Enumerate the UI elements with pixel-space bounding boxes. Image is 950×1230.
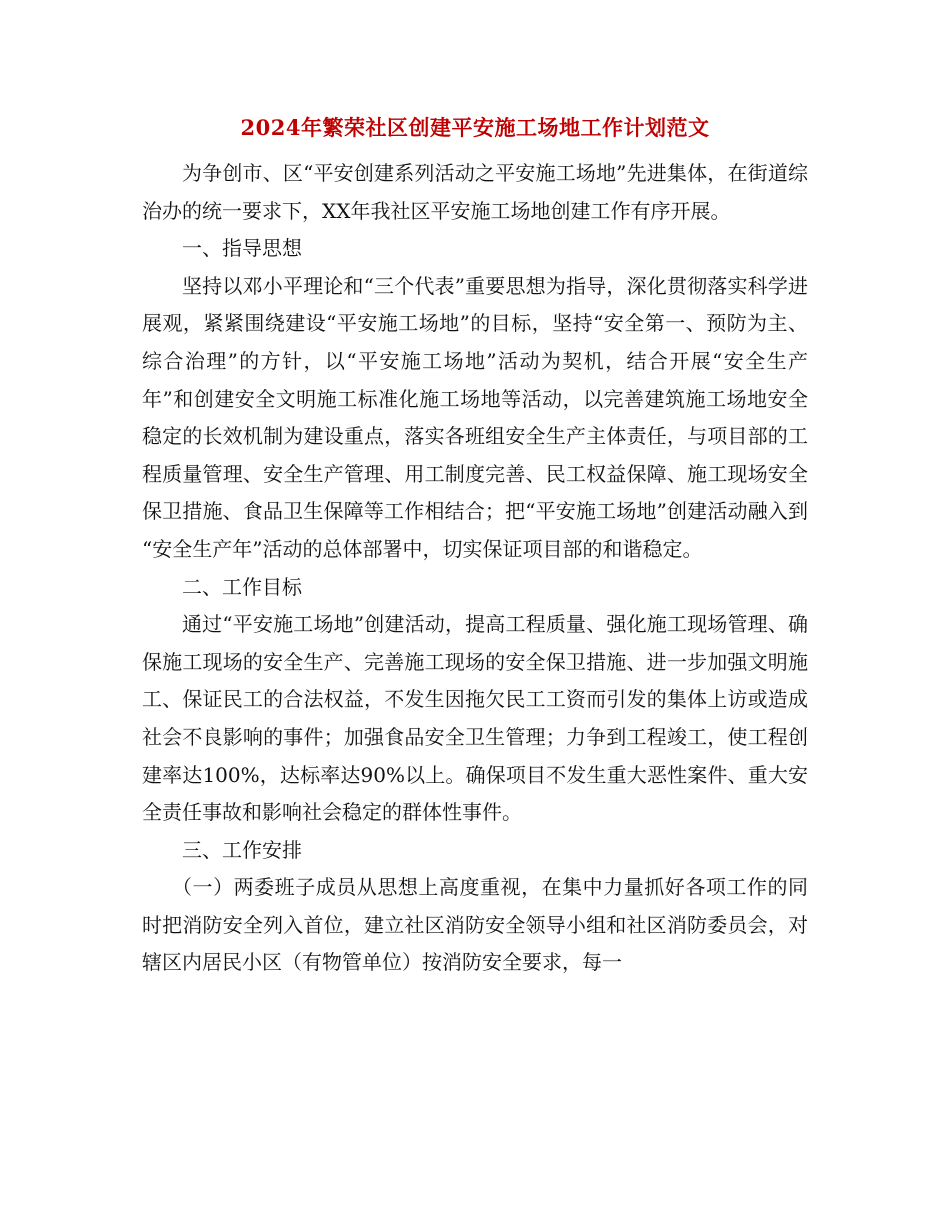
section-text-work-arrangement: （一）两委班子成员从思想上高度重视，在集中力量抓好各项工作的同时把消防安全列入首位，建立社区消防安全领导小组和社区消防委员会，对辖区内居民小区（有物管单位）按消防安全要求，每一 [142, 875, 808, 975]
document-body [142, 155, 808, 982]
document-title: 2024年繁荣社区创建平安施工场地工作计划范文 [240, 115, 710, 140]
section-text-work-goals: 通过“平安施工场地”创建活动，提高工程质量、强化施工现场管理、确保施工现场的安全生产、完善施工现场的安全保卫措施、进一步加强文明施工、保证民工的合法权益，不发生因拖欠民工工资而引发的集体上访或造成社会不良影响的事件；加强食品安全卫生管理；力争到工程竣工，使工程创建率达100%，达标率达90%以上。确保项目不发生重大恶性案件、重大安全责任事故和影响社会稳定的群体性事件。 [142, 612, 808, 825]
section-text-guiding-ideology: 坚持以邓小平理论和“三个代表”重要思想为指导，深化贯彻落实科学进展观，紧紧围绕建设“平安施工场地”的目标，坚持“安全第一、预防为主、综合治理”的方针，以“平安施工场地”活动为契机，结合开展“安全生产年”和创建安全文明施工标准化施工场地等活动，以完善建筑施工场地安全稳定的长效机制为建设重点，落实各班组安全生产主体责任，与项目部的工程质量管理、安全生产管理、用工制度完善、民工权益保障、施工现场安全保卫措施、食品卫生保障等工作相结合；把“平安施工场地”创建活动融入到 “安全生产年”活动的总体部署中，切实保证项目部的和谐稳定。 [142, 273, 808, 561]
intro-paragraph: 为争创市、区“平安创建系列活动之平安施工场地”先进集体，在街道综治办的统一要求下，XX年我社区平安施工场地创建工作有序开展。 [142, 161, 808, 223]
section-heading-guiding-ideology: 一、指导思想 [182, 236, 302, 261]
section-heading-work-arrangement: 三、工作安排 [182, 837, 302, 862]
section-heading-work-goals: 二、工作目标 [182, 574, 302, 599]
